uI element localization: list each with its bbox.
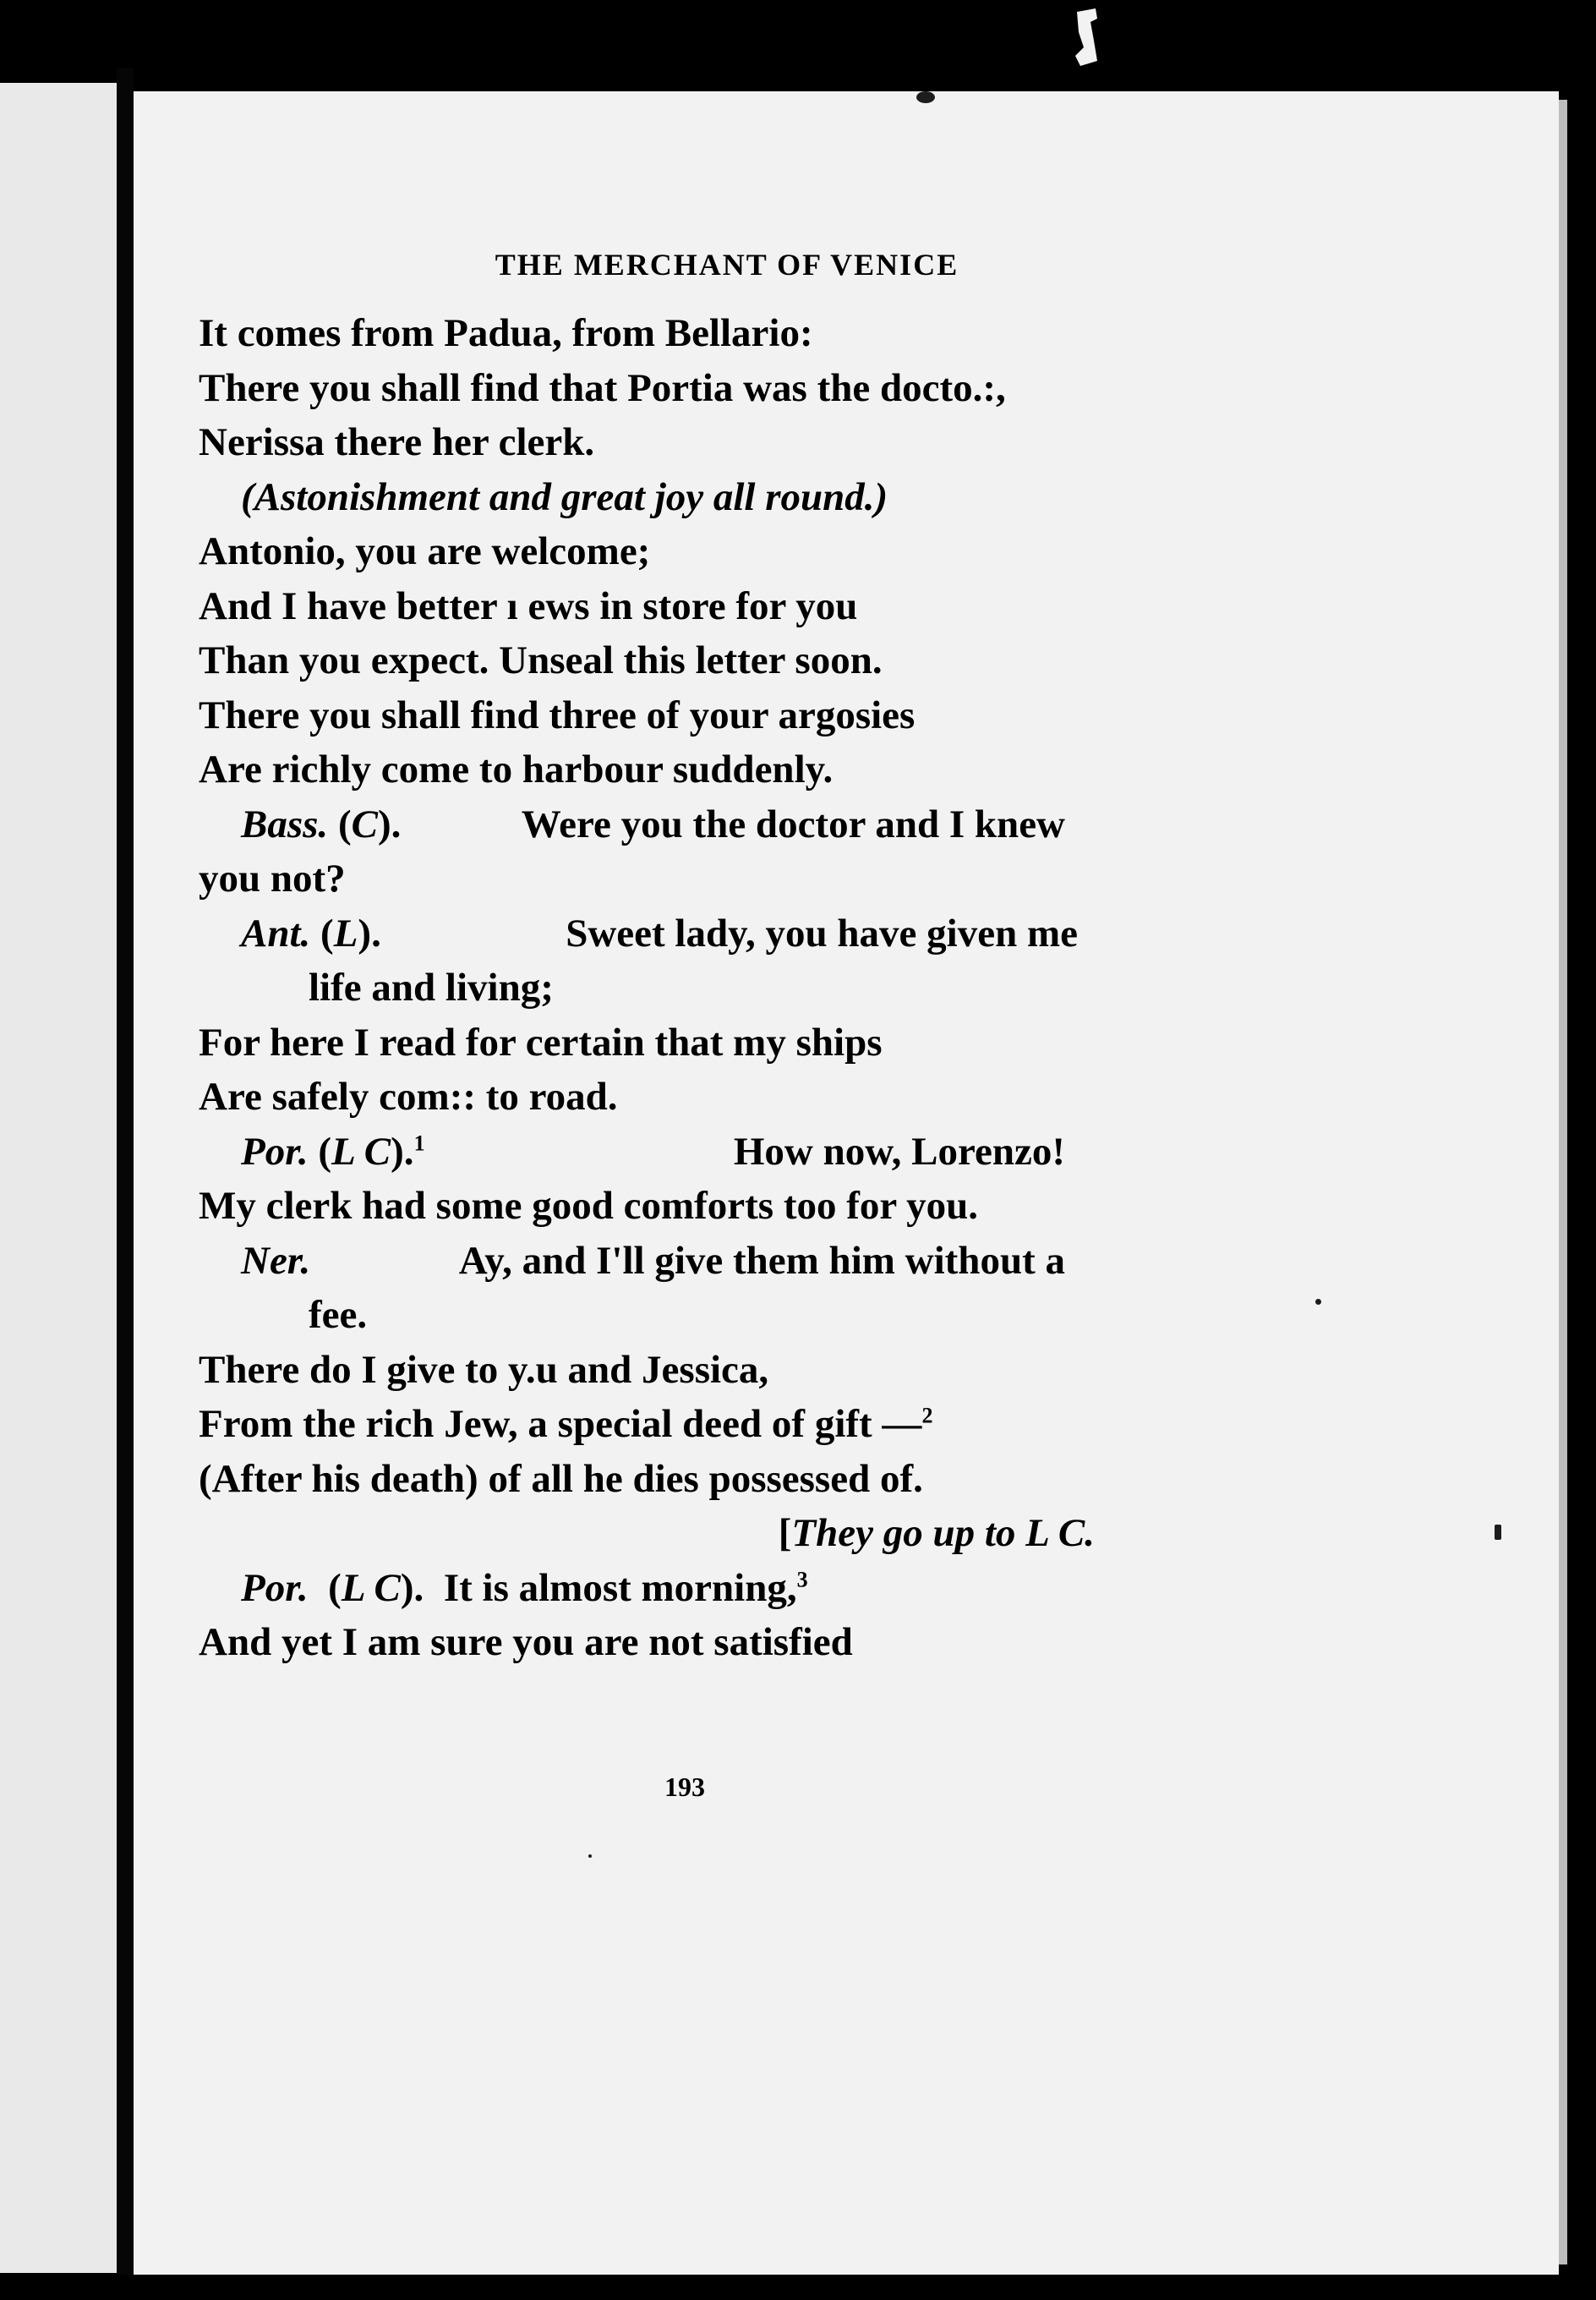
scan-speck (1495, 1525, 1501, 1540)
speaker-cue (241, 906, 381, 961)
facing-page-edge (0, 83, 117, 2273)
verse-line: Are safely com:: to road. (199, 1075, 618, 1119)
scan-artifact-mark (1072, 7, 1101, 68)
position-open: ( (320, 911, 334, 956)
speaker-cue (241, 1125, 425, 1180)
speech-text: How now, Lorenzo! (733, 1129, 1065, 1174)
verse-line (199, 1397, 1281, 1452)
speech-line (199, 797, 1065, 852)
speaker-name: Por. (241, 1129, 309, 1174)
speech-line (199, 906, 1078, 961)
running-header: THE MERCHANT OF VENICE (495, 248, 959, 282)
stage-direction: They go up to (791, 1511, 1016, 1555)
verse-line: And I have better ı ews in store for you (199, 583, 858, 628)
play-text (199, 306, 1281, 1670)
book-gutter (117, 68, 134, 2275)
stage-direction: (Astonishment and great joy all round.) (241, 474, 888, 519)
position-close: ). (391, 1129, 414, 1174)
scan-speck (1315, 1299, 1321, 1305)
position-close: ). (377, 802, 402, 846)
verse-line: Than you expect. Unseal this letter soon. (199, 638, 883, 682)
position-open: ( (328, 1565, 342, 1610)
stage-position: L C (331, 1129, 391, 1174)
scan-speck (588, 1854, 592, 1858)
speaker-name: Ner. (241, 1238, 311, 1283)
verse-line: There you shall find three of your argosies (199, 693, 916, 737)
speaker-name: Por. (241, 1565, 309, 1610)
verse-line: And yet I am sure you are not satisfied (199, 1620, 853, 1664)
speech-text: Sweet lady, you have given me (566, 911, 1078, 956)
verse-line: Nerissa there her clerk. (199, 420, 595, 464)
speech-text: Ay, and I'll give them him without a (458, 1238, 1065, 1283)
footnote-marker: 1 (413, 1130, 425, 1155)
stage-position: C (351, 802, 378, 846)
verse-line: It comes from Padua, from Bellario: (199, 311, 813, 355)
verse-line: There you shall find that Portia was the docto.:, (199, 365, 1006, 410)
stage-position: L C. (1025, 1511, 1095, 1555)
verse-line: life and living; (309, 966, 554, 1010)
position-close: ). (400, 1565, 424, 1610)
footnote-marker: 2 (921, 1403, 933, 1428)
verse-line: (After his death) of all he dies possessed of. (199, 1456, 923, 1501)
bracket-open: [ (778, 1511, 792, 1555)
verse-line: you not? (199, 857, 346, 901)
speech-text: Were you the doctor and I knew (521, 802, 1065, 846)
verse-line: For here I read for certain that my ships (199, 1020, 883, 1065)
position-open: ( (318, 1129, 332, 1174)
position-close: ). (358, 911, 381, 956)
speaker-name: Ant. (241, 911, 311, 956)
speech-line (199, 1234, 1065, 1289)
verse-line: Antonio, you are welcome; (199, 529, 651, 573)
speaker-cue (241, 797, 401, 852)
verse-text: From the rich Jew, a special deed of gift — (199, 1402, 922, 1446)
page-number: 193 (664, 1772, 705, 1802)
speech-line (199, 1125, 1065, 1180)
speech-line (199, 1561, 1281, 1616)
verse-line: Are richly come to harbour suddenly. (199, 748, 834, 791)
stage-position: L (333, 911, 358, 956)
verse-line: fee. (309, 1293, 368, 1337)
footnote-marker: 3 (796, 1566, 808, 1591)
position-open: ( (337, 802, 352, 846)
speaker-name: Bass. (241, 802, 329, 846)
speech-text: It is almost morning, (443, 1565, 797, 1610)
verse-line: My clerk had some good comforts too for you. (199, 1184, 979, 1228)
scan-speck (916, 91, 935, 103)
stage-position: L C (341, 1565, 401, 1610)
page-right-edge (1559, 100, 1567, 2264)
stage-direction-line (199, 1506, 1095, 1561)
verse-line: There do I give to y.u and Jessica, (199, 1347, 769, 1392)
